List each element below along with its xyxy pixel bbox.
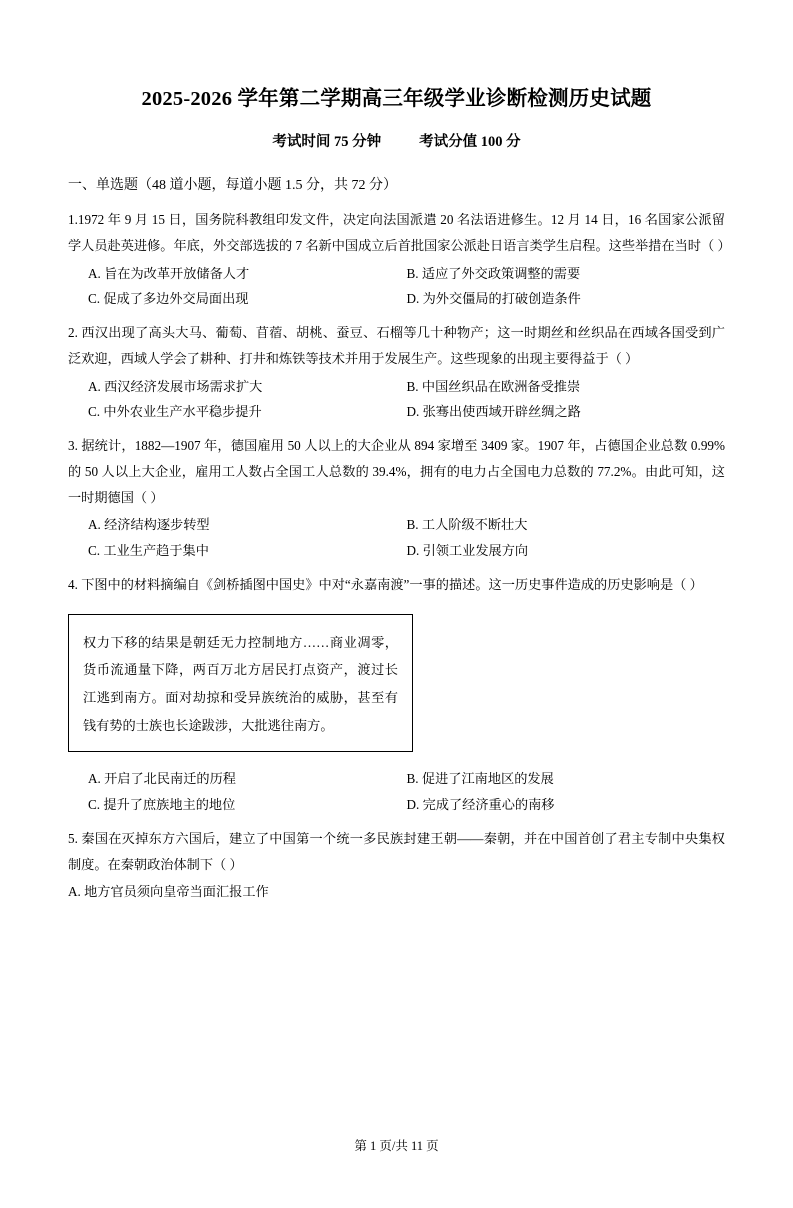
option-row (68, 261, 725, 287)
option-a[interactable]: A. 地方官员须向皇帝当面汇报工作 (68, 884, 269, 900)
question-stem: 1.1972 年 9 月 15 日，国务院科教组印发文件，决定向法国派遣 20 名法语进修生。12 月 14 日，16 名国家公派留学人员赴英进修。年底，外交部选拔的 7 名新中国成立后首批国家公派赴日语言类学生启程。这些举措在当时（ ） (68, 212, 731, 253)
option-c[interactable]: C. 中外农业生产水平稳步提升 (88, 404, 262, 420)
exam-time: 考试时间 75 分钟 (272, 133, 382, 150)
option-a[interactable]: A. 开启了北民南迁的历程 (88, 771, 236, 787)
page-footer: 第 1 页/共 11 页 (354, 1139, 439, 1153)
option-b[interactable]: B. 工人阶级不断壮大 (406, 517, 528, 533)
option-row (68, 399, 725, 425)
question-options (68, 512, 725, 563)
question-stem: 4. 下图中的材料摘编自《剑桥插图中国史》中对“永嘉南渡”一事的描述。这一历史事件造成的历史影响是（ ） (68, 576, 703, 592)
option-row (68, 286, 725, 312)
option-d[interactable]: D. 为外交僵局的打破创造条件 (406, 291, 581, 307)
option-row (68, 792, 725, 818)
source-material-box: 权力下移的结果是朝廷无力控制地方……商业凋零，货币流通量下降，两百万北方居民打点资产，渡过长江逃到南方。面对劫掠和受异族统治的威胁，甚至有钱有势的士族也长途跋涉，大批逃往南方。 (68, 614, 413, 753)
option-c[interactable]: C. 促成了多边外交局面出现 (88, 291, 249, 307)
option-a[interactable]: A. 经济结构逐步转型 (88, 517, 210, 533)
question-stem: 2. 西汉出现了高头大马、葡萄、苜蓿、胡桃、蚕豆、石榴等几十种物产；这一时期丝和丝织品在西域各国受到广泛欢迎，西域人学会了耕种、打井和炼铁等技术并用于发展生产。这些现象的出现主要得益于（ ） (68, 325, 725, 366)
page-title: 2025-2026 学年第二学期高三年级学业诊断检测历史试题 (141, 88, 652, 110)
question-options (68, 766, 725, 817)
option-c[interactable]: C. 工业生产趋于集中 (88, 543, 209, 559)
option-row (68, 538, 725, 564)
exam-meta (68, 130, 725, 151)
question-options (68, 374, 725, 425)
option-row (68, 879, 725, 905)
option-c[interactable]: C. 提升了庶族地主的地位 (88, 797, 236, 813)
option-row (68, 766, 725, 792)
option-d[interactable]: D. 引领工业发展方向 (406, 543, 529, 559)
exam-page (0, 86, 793, 1208)
exam-score: 考试分值 100 分 (419, 133, 521, 150)
option-row (68, 512, 725, 538)
question-stem: 3. 据统计，1882—1907 年，德国雇用 50 人以上的大企业从 894 家增至 3409 家。1907 年，占德国企业总数 0.99%的 50 人以上大企业，雇用工人数占全国工人总数的 39.4%，拥有的电力占全国电力总数的 77.2%。由此可知，这一时期德国（ ） (68, 438, 725, 505)
question-options (68, 261, 725, 312)
section-heading: 一、单选题（48 道小题，每道小题 1.5 分，共 72 分） (68, 177, 397, 193)
option-b[interactable]: B. 促进了江南地区的发展 (406, 771, 554, 787)
question-options (68, 879, 725, 905)
option-a[interactable]: A. 旨在为改革开放储备人才 (88, 265, 250, 281)
option-b[interactable]: B. 适应了外交政策调整的需要 (406, 265, 581, 281)
option-d[interactable]: D. 完成了经济重心的南移 (406, 797, 555, 813)
question-stem: 5. 秦国在灭掉东方六国后，建立了中国第一个统一多民族封建王朝——秦朝，并在中国首创了君主专制中央集权制度。在秦朝政治体制下（ ） (68, 830, 725, 872)
option-row (68, 374, 725, 400)
option-d[interactable]: D. 张骞出使西域开辟丝绸之路 (406, 404, 581, 420)
option-a[interactable]: A. 西汉经济发展市场需求扩大 (88, 378, 263, 394)
option-b[interactable]: B. 中国丝织品在欧洲备受推崇 (406, 378, 581, 394)
